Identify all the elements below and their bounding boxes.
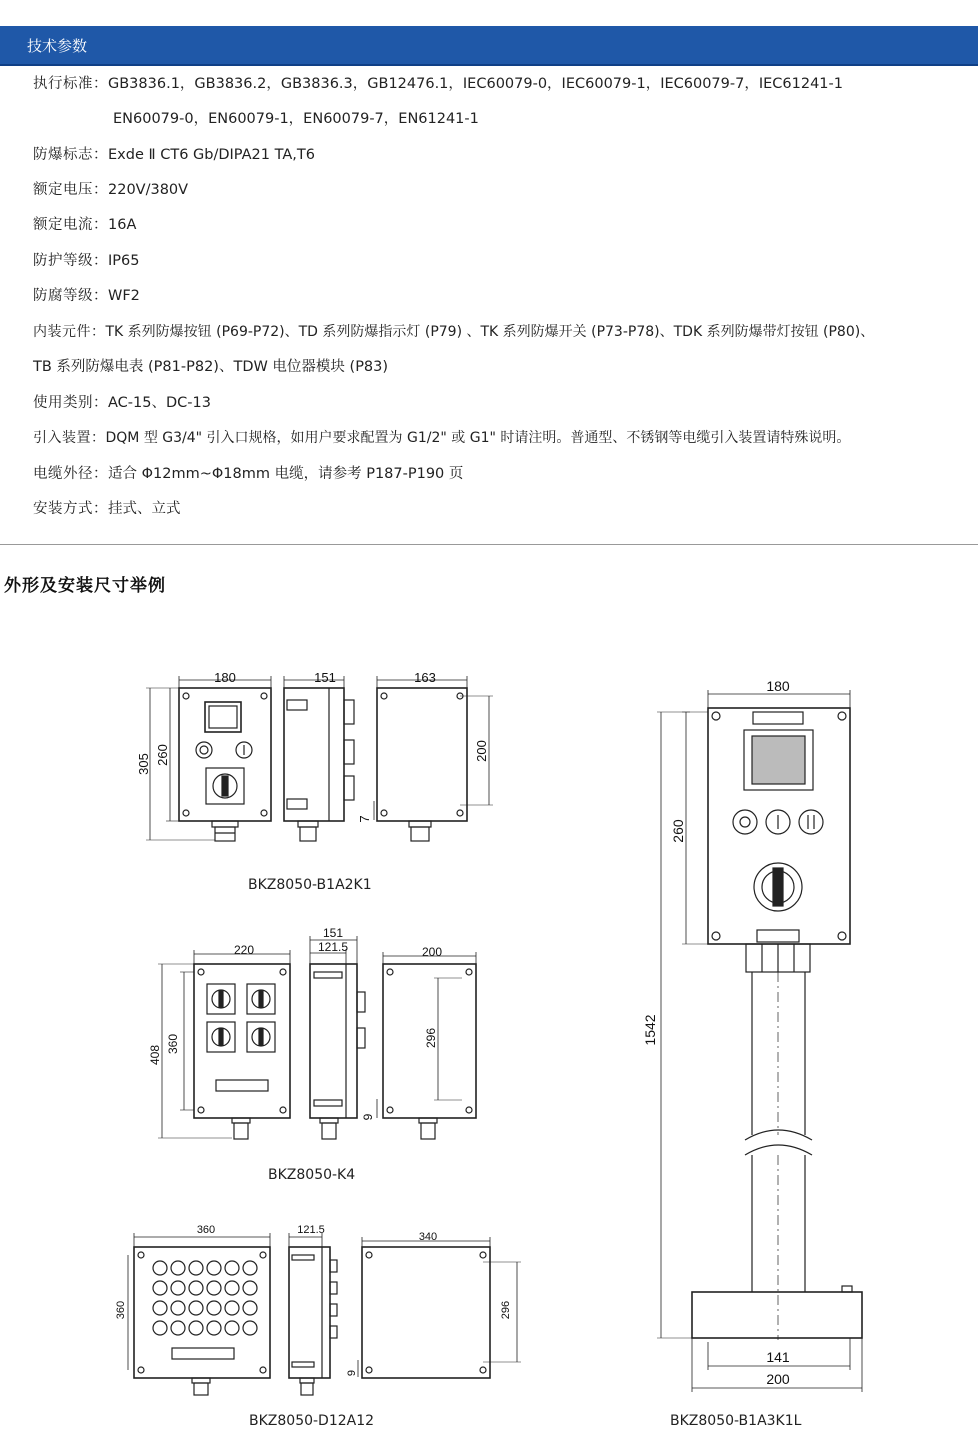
drawing-b1a2k1: [136, 670, 493, 841]
drawing-caption: BKZ8050-D12A12: [249, 1413, 375, 1429]
dim-height-body: 260: [155, 744, 170, 766]
drawing-caption: BKZ8050-K4: [268, 1167, 356, 1183]
divider: [0, 544, 978, 545]
dim-depth: 151: [314, 670, 336, 685]
drawing-caption: BKZ8050-B1A2K1: [248, 877, 372, 893]
dim-height-body: 360: [166, 1033, 180, 1055]
dim-mount: 296: [500, 1300, 512, 1320]
dim-offset: 9: [361, 1113, 375, 1121]
spec-row-continuation: EN60079-0，EN60079-1，EN60079-7，EN61241-1: [113, 111, 479, 127]
dim-depth: 121.5: [297, 1224, 325, 1236]
button-grid: [153, 1261, 257, 1335]
spec-row: 额定电压：220V/380V: [33, 182, 189, 198]
spec-row: 内装元件：TK 系列防爆按钮 (P69-P72)、TD 系列防爆指示灯 (P79) 、TK 系列防爆开关 (P73-P78)、TDK 系列防爆带灯按钮 (P80)、: [33, 324, 875, 340]
drawing-b1a3k1l: [642, 678, 862, 1392]
dim-width: 180: [214, 670, 236, 685]
spec-row: 防腐等级：WF2: [33, 288, 140, 304]
dim-height-body: 360: [115, 1300, 127, 1320]
dim-back-width: 163: [414, 670, 436, 685]
dim-back-width: 340: [418, 1231, 438, 1243]
dim-height-total: 1542: [642, 1014, 658, 1046]
dim-depth-inner: 121.5: [317, 940, 349, 954]
dim-width: 220: [233, 943, 255, 957]
spec-row: 电缆外径：适合 Φ12mm~Φ18mm 电缆，请参考 P187-P190 页: [33, 466, 464, 482]
spec-row: 引入装置：DQM 型 G3/4" 引入口规格，如用户要求配置为 G1/2" 或 G1" 时请注明。普通型、不锈钢等电缆引入装置请特殊说明。: [33, 430, 851, 446]
spec-row-continuation: TB 系列防爆电表 (P81-P82)、TDW 电位器模块 (P83): [33, 359, 389, 375]
dim-height-total: 305: [136, 753, 151, 775]
dim-offset: 9: [346, 1369, 358, 1377]
dim-base-outer: 200: [766, 1371, 790, 1387]
dim-mount: 296: [424, 1027, 438, 1049]
spec-row: 额定电流：16A: [33, 217, 137, 233]
spec-row: 使用类别：AC-15、DC-13: [33, 395, 211, 411]
spec-row: 防爆标志：Exde Ⅱ CT6 Gb/DIPA21 TA,T6: [33, 147, 315, 163]
drawing-caption: BKZ8050-B1A3K1L: [670, 1413, 802, 1429]
section-title: 外形及安装尺寸举例: [4, 576, 166, 596]
dim-height-total: 408: [148, 1044, 162, 1066]
section-header-title: 技术参数: [27, 37, 88, 55]
dim-base-inner: 141: [766, 1349, 790, 1365]
dim-height-box: 260: [670, 819, 686, 843]
drawing-k4: [148, 926, 476, 1139]
spec-row: 防护等级：IP65: [33, 253, 140, 269]
dim-back-width: 200: [421, 945, 443, 959]
dimension-drawings: [0, 600, 980, 1456]
dim-depth: 151: [322, 926, 344, 940]
drawing-d12a12: [115, 1224, 521, 1395]
dim-width: 360: [196, 1224, 216, 1236]
spec-row: 执行标准：GB3836.1，GB3836.2，GB3836.3，GB12476.1，IEC60079-0，IEC60079-1，IEC60079-7，IEC61241-1: [33, 76, 843, 92]
section-header: [0, 26, 978, 66]
dim-mount: 200: [474, 740, 489, 762]
dim-offset: 7: [357, 815, 372, 823]
dim-width: 180: [766, 678, 790, 694]
spec-row: 安装方式：挂式、立式: [33, 501, 181, 517]
